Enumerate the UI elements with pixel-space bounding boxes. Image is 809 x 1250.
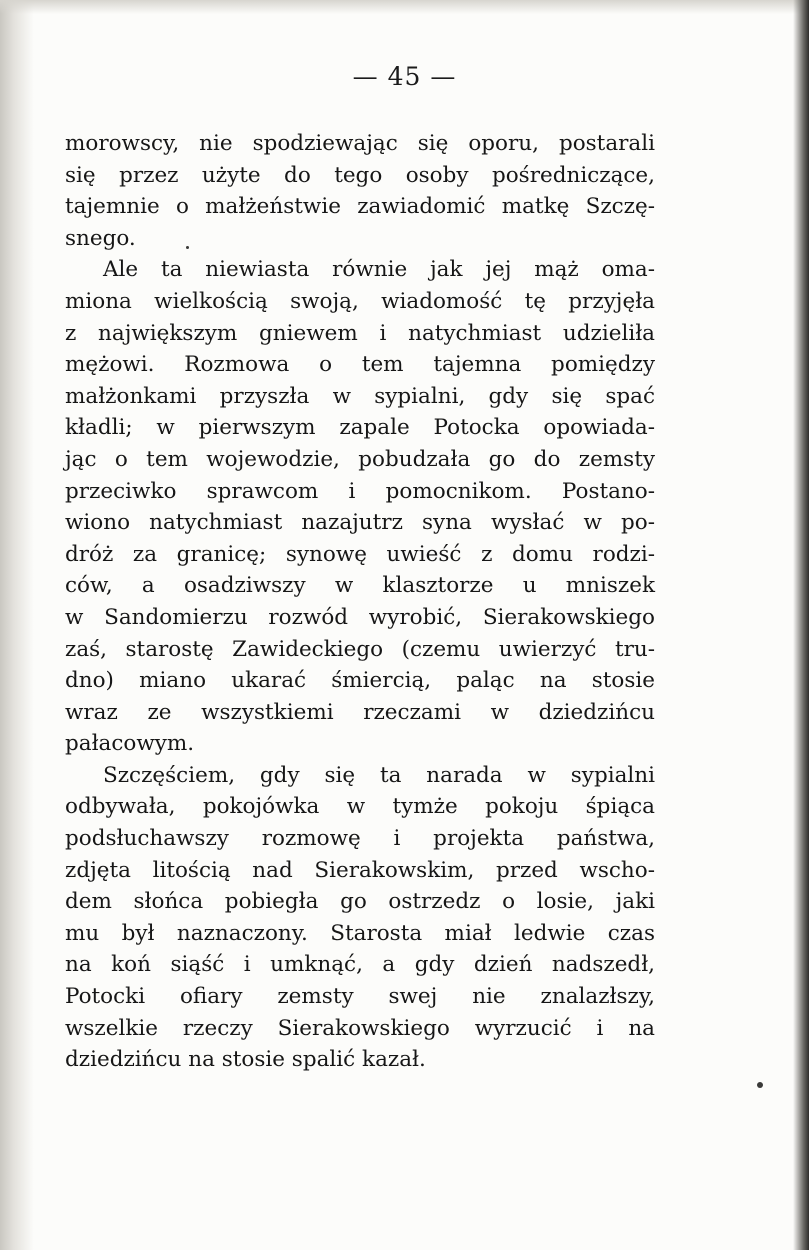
text-line: kładli; w pierwszym zapale Potocka opowiada- [65, 415, 655, 441]
text-line: morowscy, nie spodziewając się oporu, postarali [65, 131, 655, 156]
text-line: mężowi. Rozmowa o tem tajemna pomiędzy [65, 352, 655, 378]
text-line: wszelkie rzeczy Sierakowskiego wyrzucić i na [65, 1015, 655, 1041]
text-line: zdjęta litością nad Sierakowskim, przed wscho- [65, 857, 655, 883]
text-line: z największym gniewem i natychmiast udzieliła [65, 320, 655, 346]
text-line: zaś, starostę Zawideckiego (czemu uwierzyć tru- [65, 636, 655, 662]
text-line: dem słońca pobiegła go ostrzedz o losie, jaki [65, 889, 655, 915]
text-line: na koń siąść i umknąć, a gdy dzień nadszedł, [65, 952, 655, 978]
scan-speck [186, 246, 189, 249]
text-line: jąc o tem wojewodzie, pobudzała go do zemsty [65, 446, 655, 472]
text-line: dziedzińcu na stosie spalić kazał. [65, 1047, 426, 1073]
text-line: wiono natychmiast nazajutrz syna wysłać w po- [65, 510, 655, 536]
text-line: miona wielkością swoją, wiadomość tę przyjęła [65, 288, 655, 314]
text-line: pałacowym. [65, 731, 195, 757]
text-line: dno) miano ukarać śmiercią, paląc na stosie [65, 668, 655, 694]
text-line: się przez użyte do tego osoby pośredniczące, [65, 162, 655, 188]
page-number: — 45 — [352, 62, 457, 91]
text-line: tajemnie o małżeństwie zawiadomić matkę Szczę- [65, 194, 655, 220]
scan-speck [757, 1082, 763, 1088]
paragraph [65, 760, 655, 1076]
text-line: w Sandomierzu rozwód wyrobić, Sierakowskiego [65, 604, 655, 630]
page-top-edge-shadow [0, 0, 809, 14]
text-line: snego. [65, 225, 136, 251]
body-text [65, 128, 655, 1076]
page-right-edge-shadow [793, 0, 809, 1250]
text-line: Szczęściem, gdy się ta narada w sypialni [103, 762, 655, 788]
paragraph [65, 254, 655, 760]
page-left-edge-shadow [0, 0, 34, 1250]
text-line: podsłuchawszy rozmowę i projekta państwa, [65, 826, 655, 852]
text-line: przeciwko sprawcom i pomocnikom. Postano- [65, 478, 655, 504]
text-line: odbywała, pokojówka w tymże pokoju śpiąca [65, 794, 655, 820]
paragraph [65, 128, 655, 254]
text-line: wraz ze wszystkiemi rzeczami w dziedzińcu [65, 699, 655, 725]
text-line: dróż za granicę; synowę uwieść z domu rodzi- [65, 541, 655, 567]
text-line: ców, a osadziwszy w klasztorze u mniszek [65, 573, 655, 599]
text-line: mu był naznaczony. Starosta miał ledwie czas [65, 920, 655, 946]
text-line: Ale ta niewiasta równie jak jej mąż oma- [103, 257, 655, 283]
text-line: małżonkami przyszła w sypialni, gdy się spać [65, 383, 655, 409]
text-line: Potocki ofiary zemsty swej nie znalazłszy, [65, 984, 655, 1010]
